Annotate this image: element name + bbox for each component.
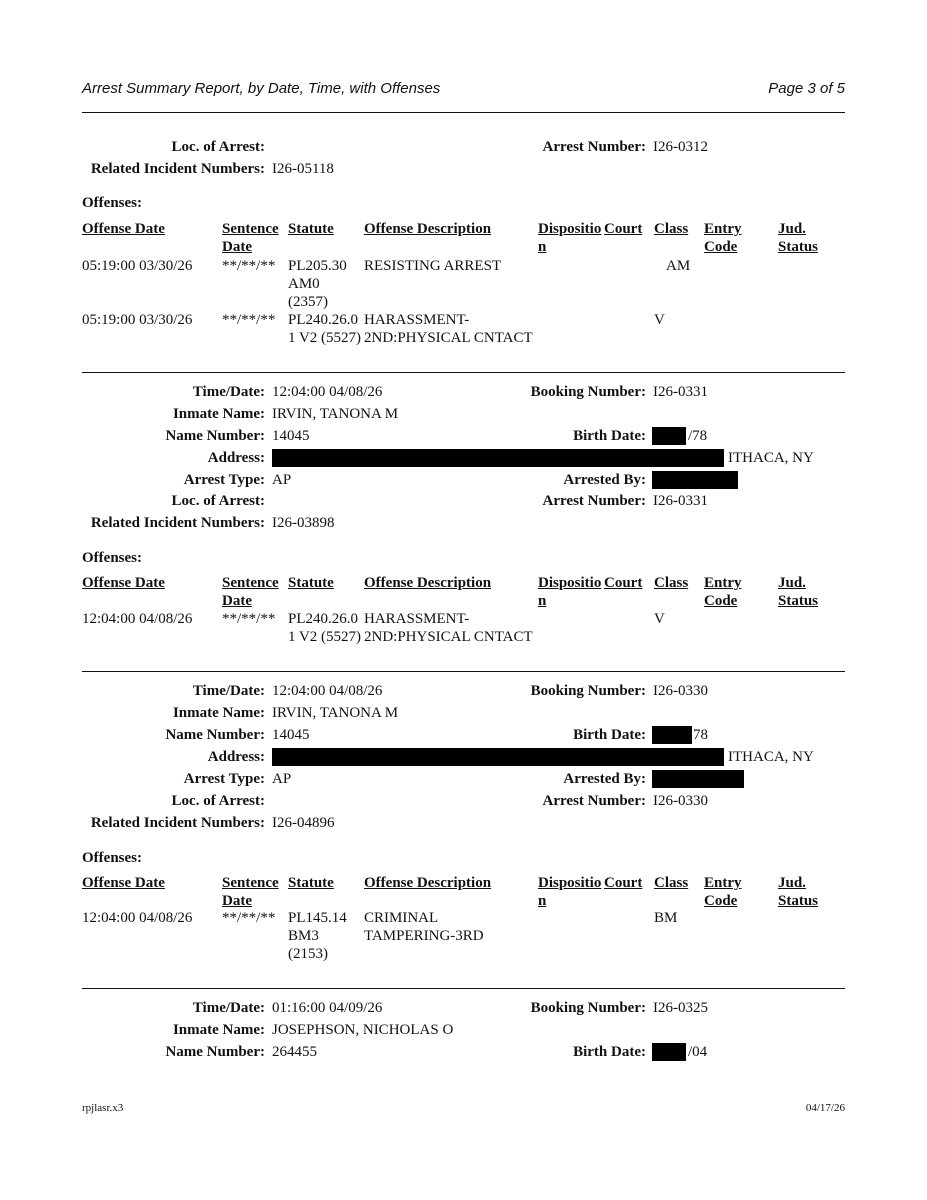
name-number-value: 14045	[272, 428, 310, 444]
page-indicator: Page 3 of 5	[768, 80, 845, 97]
arrest-type-value: AP	[272, 771, 292, 787]
time-date-value: 12:04:00 04/08/26	[272, 683, 383, 699]
address-city: ITHACA, NY	[728, 450, 814, 466]
related-incidents-label: Related Incident Numbers:	[90, 515, 265, 531]
booking-number-label: Booking Number:	[530, 384, 646, 400]
time-date-label: Time/Date:	[192, 384, 265, 400]
related-incidents-value: I26-03898	[272, 515, 335, 531]
report-title: Arrest Summary Report, by Date, Time, with Offenses	[82, 80, 441, 97]
col-statute: Statute	[288, 875, 334, 891]
inmate-name-value: JOSEPHSON, NICHOLAS O	[272, 1022, 454, 1038]
related-incidents-value: I26-04896	[272, 815, 335, 831]
offense-date: 05:19:00 03/30/26	[82, 312, 193, 328]
address-label: Address:	[207, 749, 265, 765]
loc-of-arrest-label: Loc. of Arrest:	[171, 793, 265, 809]
offense-class: V	[654, 312, 665, 328]
offense-date: 05:19:00 03/30/26	[82, 258, 193, 274]
name-number-value: 14045	[272, 727, 310, 743]
arrested-by-label: Arrested By:	[563, 771, 646, 787]
col-class: Class	[654, 221, 689, 237]
booking-number-label: Booking Number:	[530, 683, 646, 699]
birth-date-value: 78	[693, 727, 708, 743]
arrest-number-value: I26-0331	[653, 493, 708, 509]
address-redaction	[272, 748, 724, 766]
offense-date: 12:04:00 04/08/26	[82, 910, 193, 926]
inmate-name-value: IRVIN, TANONA M	[272, 406, 399, 422]
sentence-date: **/**/**	[222, 258, 276, 274]
report-code: rpjlasr.x3	[82, 1102, 124, 1114]
col-disposition: Disposition	[538, 575, 602, 609]
col-court: Court	[604, 221, 643, 237]
name-number-label: Name Number:	[165, 727, 265, 743]
birth-date-label: Birth Date:	[573, 428, 646, 444]
arrest-number-value: I26-0312	[653, 139, 708, 155]
birth-date-redaction	[652, 427, 686, 445]
offense-class: V	[654, 611, 665, 627]
birth-date-label: Birth Date:	[573, 727, 646, 743]
loc-of-arrest-label: Loc. of Arrest:	[171, 493, 265, 509]
col-jud-status: Jud. Status	[778, 221, 819, 255]
col-class: Class	[654, 875, 689, 891]
name-number-label: Name Number:	[165, 1044, 265, 1060]
offenses-heading: Offenses:	[82, 195, 142, 211]
birth-date-redaction	[652, 1043, 686, 1061]
address-label: Address:	[207, 450, 265, 466]
col-entry-code: Entry Code	[704, 875, 742, 909]
arrest-type-label: Arrest Type:	[183, 472, 265, 488]
col-court: Court	[604, 575, 643, 591]
col-disposition: Disposition	[538, 875, 602, 909]
inmate-name-label: Inmate Name:	[172, 406, 265, 422]
col-court: Court	[604, 875, 643, 891]
arrest-number-label: Arrest Number:	[542, 139, 646, 155]
col-entry-code: Entry Code	[704, 221, 742, 255]
booking-number-value: I26-0325	[653, 1000, 708, 1016]
birth-date-label: Birth Date:	[573, 1044, 646, 1060]
offense-description: RESISTING ARREST	[364, 258, 502, 274]
inmate-name-label: Inmate Name:	[172, 705, 265, 721]
arrest-number-value: I26-0330	[653, 793, 708, 809]
record-separator	[82, 372, 845, 373]
offense-description: HARASSMENT- 2ND:PHYSICAL CNTACT	[364, 611, 533, 645]
address-city: ITHACA, NY	[728, 749, 814, 765]
offense-date: 12:04:00 04/08/26	[82, 611, 193, 627]
col-offense-date: Offense Date	[82, 875, 165, 891]
booking-number-label: Booking Number:	[530, 1000, 646, 1016]
offense-description: CRIMINAL TAMPERING-3RD	[364, 910, 484, 944]
booking-number-value: I26-0330	[653, 683, 708, 699]
arrest-number-label: Arrest Number:	[542, 493, 646, 509]
arrested-by-label: Arrested By:	[563, 472, 646, 488]
related-incidents-label: Related Incident Numbers:	[90, 161, 265, 177]
birth-date-redaction	[652, 726, 692, 744]
offense-description: HARASSMENT- 2ND:PHYSICAL CNTACT	[364, 312, 533, 346]
loc-of-arrest-label: Loc. of Arrest:	[171, 139, 265, 155]
statute: PL240.26.0 1 V2 (5527)	[288, 312, 362, 346]
birth-date-value: /04	[688, 1044, 708, 1060]
col-sentence-date: Sentence Date	[222, 221, 279, 255]
offense-class: BM	[654, 910, 678, 926]
statute: PL205.30 AM0 (2357)	[288, 258, 347, 310]
print-date: 04/17/26	[805, 1102, 845, 1114]
time-date-value: 12:04:00 04/08/26	[272, 384, 383, 400]
inmate-name-label: Inmate Name:	[172, 1022, 265, 1038]
name-number-label: Name Number:	[165, 428, 265, 444]
col-jud-status: Jud. Status	[778, 875, 819, 909]
arrested-by-redaction	[652, 770, 744, 788]
sentence-date: **/**/**	[222, 312, 276, 328]
col-jud-status: Jud. Status	[778, 575, 819, 609]
col-disposition: Disposition	[538, 221, 602, 255]
inmate-name-value: IRVIN, TANONA M	[272, 705, 399, 721]
offenses-heading: Offenses:	[82, 550, 142, 566]
name-number-value: 264455	[272, 1044, 317, 1060]
offenses-heading: Offenses:	[82, 850, 142, 866]
birth-date-value: /78	[688, 428, 708, 444]
arrest-type-label: Arrest Type:	[183, 771, 265, 787]
sentence-date: **/**/**	[222, 611, 276, 627]
time-date-label: Time/Date:	[192, 1000, 265, 1016]
offense-class: AM	[666, 258, 691, 274]
col-class: Class	[654, 575, 689, 591]
col-sentence-date: Sentence Date	[222, 875, 279, 909]
col-offense-date: Offense Date	[82, 575, 165, 591]
col-sentence-date: Sentence Date	[222, 575, 279, 609]
related-incidents-value: I26-05118	[272, 161, 334, 177]
header-rule	[82, 112, 845, 113]
col-statute: Statute	[288, 575, 334, 591]
sentence-date: **/**/**	[222, 910, 276, 926]
arrested-by-redaction	[652, 471, 738, 489]
statute: PL145.14 BM3 (2153)	[288, 910, 347, 962]
related-incidents-label: Related Incident Numbers:	[90, 815, 265, 831]
record-separator	[82, 988, 845, 989]
time-date-value: 01:16:00 04/09/26	[272, 1000, 383, 1016]
col-offense-description: Offense Description	[364, 875, 492, 891]
col-offense-description: Offense Description	[364, 575, 492, 591]
arrest-type-value: AP	[272, 472, 292, 488]
record-separator	[82, 671, 845, 672]
booking-number-value: I26-0331	[653, 384, 708, 400]
statute: PL240.26.0 1 V2 (5527)	[288, 611, 362, 645]
col-statute: Statute	[288, 221, 334, 237]
col-entry-code: Entry Code	[704, 575, 742, 609]
address-redaction	[272, 449, 724, 467]
col-offense-description: Offense Description	[364, 221, 492, 237]
arrest-number-label: Arrest Number:	[542, 793, 646, 809]
time-date-label: Time/Date:	[192, 683, 265, 699]
col-offense-date: Offense Date	[82, 221, 165, 237]
